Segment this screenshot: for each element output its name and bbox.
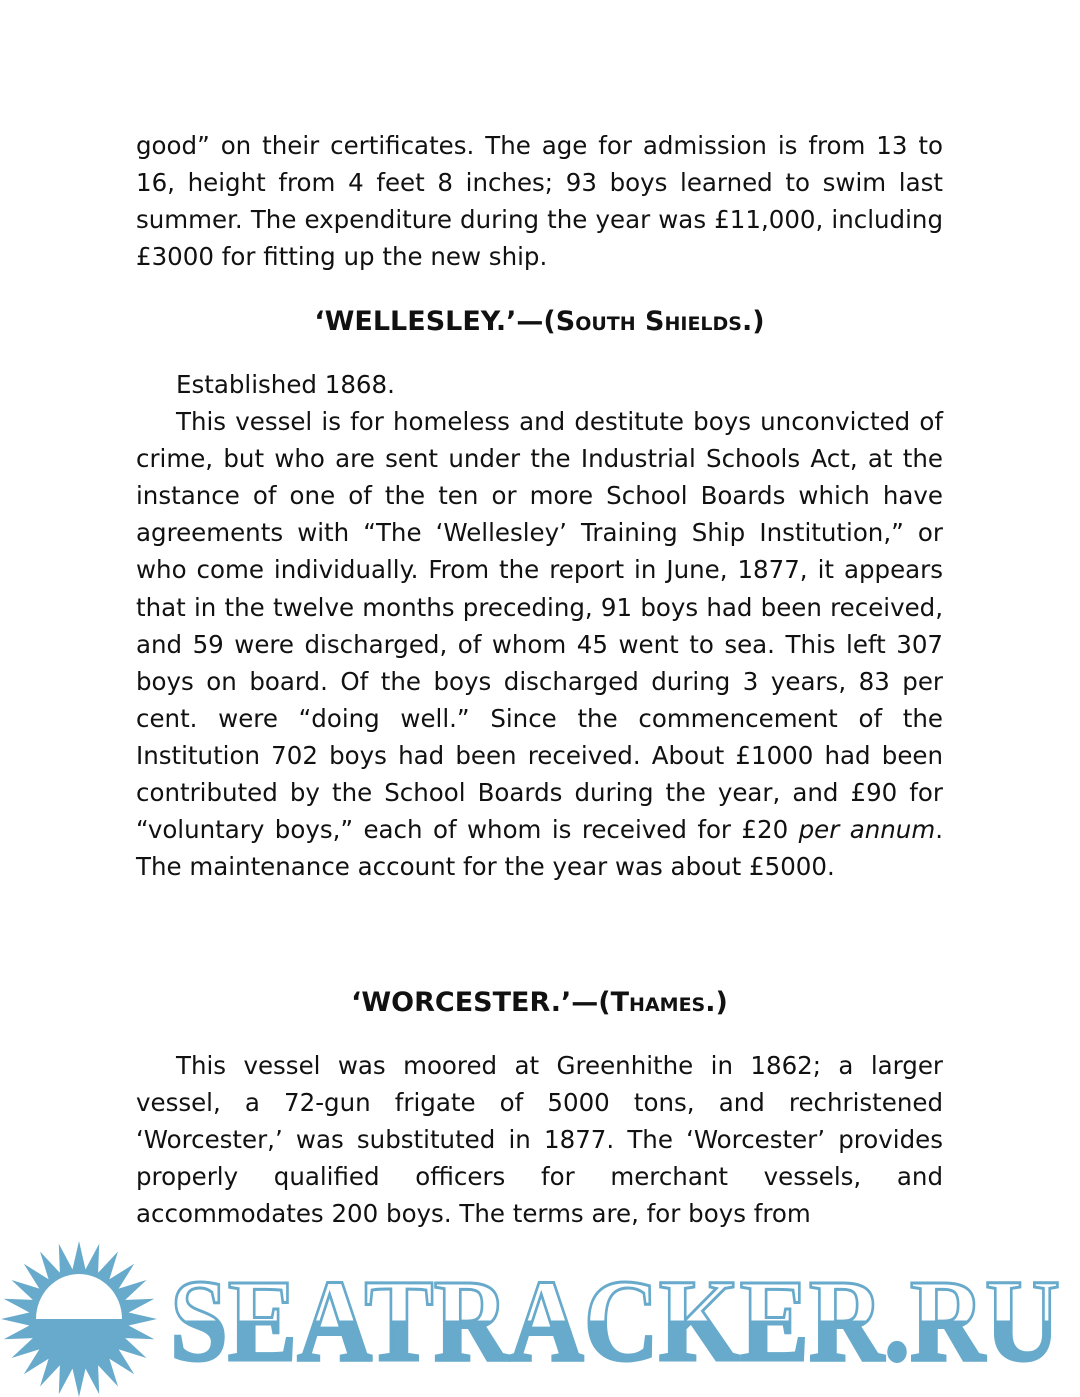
worcester-paragraph: This vessel was moored at Greenhithe in 1862; a larger vessel, a 72-gun frigate of 5000 tons, and rechristened ‘Worcester,’ was substituted in 1877. The ‘Worcester’ provides properly qualified officers for merchant vessels, and accommodates 200 boys. The terms are, for boys from (136, 1051, 943, 1229)
heading-place: Thames. (610, 987, 716, 1018)
sun-icon (1, 1241, 157, 1397)
italic-text: per annum (798, 815, 936, 845)
heading-place: South Shields. (555, 306, 753, 337)
heading-name: ‘WORCESTER.’—( (351, 987, 611, 1018)
paragraph-text: good” on their certificates. The age for admission is from 13 to 16, height from 4 feet 8 inches; 93 boys learned to swim last summer. The expenditure during the year was £11,000, including £3000 for fitting up the new ship. (136, 131, 943, 272)
worcester-section (136, 1047, 943, 1233)
section-heading-wellesley (136, 306, 943, 337)
paragraph-text: This vessel is for homeless and destitute boys unconvicted of crime, but who are sent under the Industrial Schools Act, at the instance of one of the ten or more School Boards which have agreements with “The ‘Wellesley’ Training Ship Institution,” or who come individually. From the report in June, 1877, it appears that in the twelve months preceding, 91 boys had been received, and 59 were discharged, of whom 45 went to sea. This left 307 boys on board. Of the boys discharged during 3 years, 83 per cent. were “doing well.” Since the commencement of the Institution 702 boys had been received. About £1000 had been contributed by the School Boards during the year, and £90 for “voluntary boys,” each of whom is received for £20 (136, 407, 943, 845)
established-line: Established 1868. (176, 370, 395, 399)
heading-close: ) (752, 306, 765, 337)
section-heading-worcester (136, 987, 943, 1018)
heading-close: ) (715, 987, 728, 1018)
paragraph-text: . The maintenance account for the year was about £5000. (136, 815, 943, 882)
heading-name: ‘WELLESLEY.’—( (314, 306, 556, 337)
wellesley-paragraph (136, 403, 943, 885)
watermark-text: SEATRACKER.RU (170, 1255, 1060, 1386)
seatracker-watermark-logo (0, 1236, 1080, 1397)
wellesley-section (136, 366, 943, 885)
paragraph-continuation (136, 127, 943, 275)
